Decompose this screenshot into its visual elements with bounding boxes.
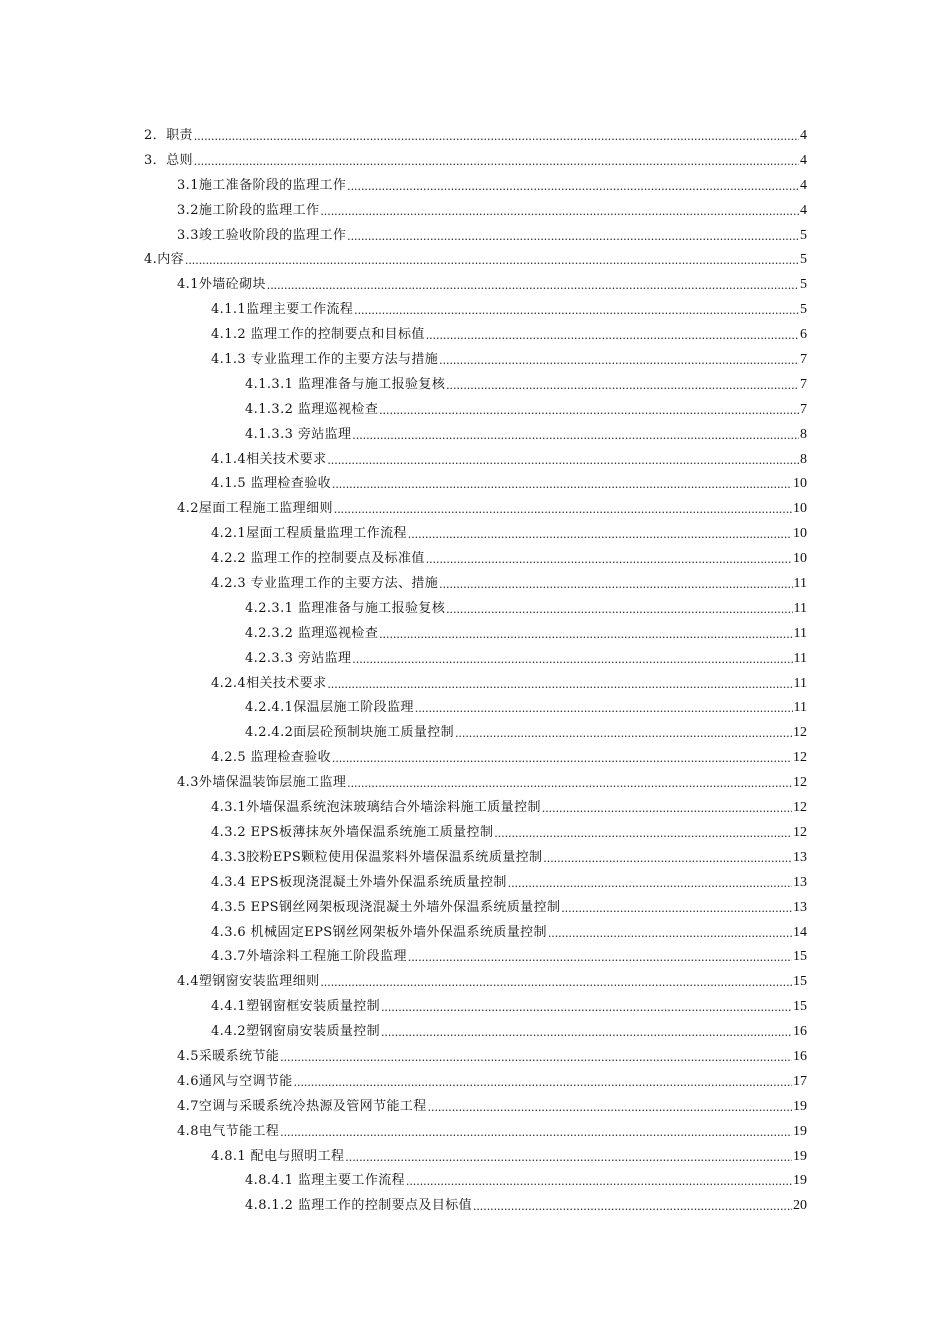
toc-entry[interactable] [144, 647, 807, 672]
toc-entry[interactable] [144, 672, 807, 697]
toc-entry[interactable] [144, 174, 807, 199]
dot-leader [345, 1145, 792, 1170]
toc-entry-page-number: 13 [793, 899, 807, 915]
toc-entry[interactable] [144, 896, 807, 921]
dot-leader [379, 398, 799, 423]
toc-entry[interactable] [144, 522, 807, 547]
toc-entry-title: 4.8.4.1 监理主要工作流程 [245, 1173, 406, 1189]
toc-entry-page-number: 4 [800, 152, 807, 168]
toc-entry-title: 4.1.5 监理检查验收 [211, 476, 332, 492]
toc-entry[interactable] [144, 970, 807, 995]
toc-entry-title: 4.1.3 专业监理工作的主要方法与措施 [211, 352, 439, 368]
toc-entry-title: 4.2.3.3 旁站监理 [245, 650, 352, 666]
toc-entry[interactable] [144, 921, 807, 946]
toc-entry-page-number: 8 [800, 426, 807, 442]
dot-leader [446, 373, 799, 398]
toc-entry[interactable] [144, 1095, 807, 1120]
toc-entry[interactable] [144, 298, 807, 323]
dot-leader [406, 1169, 792, 1194]
toc-entry-title: 4.5采暖系统节能 [177, 1048, 280, 1064]
dot-leader [408, 522, 792, 547]
dot-leader [381, 995, 792, 1020]
toc-entry-page-number: 12 [793, 775, 807, 791]
toc-entry-page-number: 16 [793, 1024, 807, 1040]
toc-entry-page-number: 15 [793, 949, 807, 965]
toc-entry[interactable] [144, 1169, 807, 1194]
dot-leader [347, 771, 792, 796]
toc-entry-title: 4.8.1.2 监理工作的控制要点及目标值 [245, 1198, 473, 1214]
dot-leader [185, 248, 799, 273]
toc-entry[interactable] [144, 472, 807, 497]
toc-entry[interactable] [144, 572, 807, 597]
toc-entry-page-number: 4 [800, 177, 807, 193]
toc-entry-title: 4.1.3.3 旁站监理 [245, 426, 352, 442]
dot-leader [426, 323, 799, 348]
toc-entry-title: 3.3竣工验收阶段的监理工作 [177, 227, 347, 243]
toc-entry-page-number: 7 [800, 376, 807, 392]
toc-entry-title: 3．总则 [144, 152, 193, 168]
toc-entry[interactable] [144, 373, 807, 398]
toc-entry-page-number: 11 [793, 625, 807, 641]
dot-leader [542, 796, 792, 821]
toc-entry-page-number: 12 [793, 800, 807, 816]
toc-entry-title: 4.4.1塑钢窗框安装质量控制 [211, 999, 381, 1015]
dot-leader [327, 672, 792, 697]
toc-entry-title: 3.2施工阶段的监理工作 [177, 202, 320, 218]
toc-entry[interactable] [144, 796, 807, 821]
toc-entry-page-number: 14 [793, 924, 807, 940]
toc-entry[interactable] [144, 248, 807, 273]
dot-leader [327, 448, 799, 473]
toc-entry-page-number: 10 [793, 501, 807, 517]
dot-leader [267, 273, 799, 298]
dot-leader [548, 921, 792, 946]
toc-entry-page-number: 5 [800, 252, 807, 268]
dot-leader [439, 348, 799, 373]
toc-entry[interactable] [144, 1194, 807, 1219]
toc-entry[interactable] [144, 423, 807, 448]
toc-entry-page-number: 4 [800, 128, 807, 143]
toc-entry-title: 3.1施工准备阶段的监理工作 [177, 177, 347, 193]
toc-entry-title: 4.2.4.2面层砼预制块施工质量控制 [245, 725, 455, 741]
toc-entry-title: 4.2.1屋面工程质量监理工作流程 [211, 526, 407, 542]
dot-leader [347, 174, 799, 199]
toc-entry-title: 4.3.6 机械固定EPS钢丝网架板外墙外保温系统质量控制 [211, 924, 547, 940]
toc-entry[interactable] [144, 696, 807, 721]
toc-entry-title: 4.4塑钢窗安装监理细则 [177, 974, 320, 990]
toc-entry-page-number: 15 [793, 974, 807, 990]
toc-entry-page-number: 19 [793, 1123, 807, 1139]
dot-leader [352, 647, 792, 672]
dot-leader [320, 970, 792, 995]
toc-entry-title: 4.6通风与空调节能 [177, 1073, 293, 1089]
dot-leader [408, 945, 792, 970]
toc-entry-title: 4.2.4相关技术要求 [211, 675, 327, 691]
toc-entry[interactable] [144, 1045, 807, 1070]
toc-entry-page-number: 16 [793, 1048, 807, 1064]
toc-entry-title: 4.2.3 专业监理工作的主要方法、措施 [211, 576, 439, 592]
toc-entry[interactable] [144, 721, 807, 746]
toc-entry-page-number: 4 [800, 202, 807, 218]
toc-entry-page-number: 10 [793, 476, 807, 492]
toc-entry[interactable] [144, 846, 807, 871]
toc-entry[interactable] [144, 622, 807, 647]
dot-leader [426, 547, 792, 572]
toc-entry-title: 4.4.2塑钢窗扇安装质量控制 [211, 1024, 381, 1040]
toc-entry-title: 4.3外墙保温装饰层施工监理 [177, 775, 347, 791]
toc-entry-page-number: 19 [793, 1148, 807, 1164]
toc-entry-title: 4.8.1 配电与照明工程 [211, 1148, 345, 1164]
toc-entry-page-number: 13 [793, 849, 807, 865]
toc-entry[interactable] [144, 323, 807, 348]
toc-entry-title: 4.1.4相关技术要求 [211, 451, 327, 467]
toc-entry[interactable] [144, 124, 807, 149]
toc-entry-title: 4.3.5 EPS钢丝网架板现浇混凝土外墙外保温系统质量控制 [211, 899, 561, 915]
toc-entry[interactable] [144, 199, 807, 224]
dot-leader [494, 821, 792, 846]
toc-entry-page-number: 12 [793, 750, 807, 766]
dot-leader [280, 1045, 792, 1070]
toc-entry-title: 4.2.3.1 监理准备与施工报验复核 [245, 600, 446, 616]
dot-leader [194, 149, 799, 174]
toc-entry[interactable] [144, 149, 807, 174]
toc-entry-page-number: 17 [793, 1073, 807, 1089]
toc-entry[interactable] [144, 1020, 807, 1045]
toc-entry[interactable] [144, 273, 807, 298]
dot-leader [354, 298, 799, 323]
toc-entry-page-number: 5 [800, 302, 807, 318]
dot-leader [381, 1020, 792, 1045]
dot-leader [473, 1194, 792, 1219]
toc-entry[interactable] [144, 1070, 807, 1095]
dot-leader [379, 622, 792, 647]
toc-entry[interactable] [144, 995, 807, 1020]
toc-entry-title: 4.3.3胶粉EPS颗粒使用保温浆料外墙保温系统质量控制 [211, 849, 543, 865]
toc-entry-title: 4.3.7外墙涂料工程施工阶段监理 [211, 949, 407, 965]
toc-entry[interactable] [144, 448, 807, 473]
toc-entry-title: 4.1.3.2 监理巡视检查 [245, 401, 379, 417]
toc-entry-page-number: 15 [793, 999, 807, 1015]
toc-entry-page-number: 6 [800, 327, 807, 343]
toc-entry-title: 4.2.2 监理工作的控制要点及标准值 [211, 551, 425, 567]
toc-entry-page-number: 7 [800, 401, 807, 417]
toc-entry[interactable] [144, 871, 807, 896]
toc-entry[interactable] [144, 398, 807, 423]
toc-entry-page-number: 10 [793, 551, 807, 567]
toc-entry-page-number: 11 [793, 675, 807, 691]
toc-entry[interactable] [144, 224, 807, 249]
toc-entry-title: 4.2.5 监理检查验收 [211, 750, 332, 766]
toc-entry-page-number: 11 [793, 600, 807, 616]
dot-leader [455, 721, 792, 746]
dot-leader [561, 896, 792, 921]
toc-entry[interactable] [144, 348, 807, 373]
toc-entry-page-number: 7 [800, 352, 807, 368]
toc-entry-page-number: 8 [800, 451, 807, 467]
dot-leader [352, 423, 799, 448]
toc-entry-title: 4.3.4 EPS板现浇混凝土外墙外保温系统质量控制 [211, 874, 507, 890]
toc-entry[interactable] [144, 771, 807, 796]
toc-entry-title: 4.7空调与采暖系统冷热源及管网节能工程 [177, 1098, 427, 1114]
toc-entry-title: 4.3.2 EPS板薄抹灰外墙保温系统施工质量控制 [211, 824, 494, 840]
table-of-contents [144, 124, 807, 1219]
toc-entry-page-number: 19 [793, 1173, 807, 1189]
toc-entry[interactable] [144, 597, 807, 622]
toc-entry-page-number: 5 [800, 277, 807, 293]
dot-leader [294, 1070, 792, 1095]
toc-entry-title: 4.3.1外墙保温系统泡沫玻璃结合外墙涂料施工质量控制 [211, 800, 541, 816]
toc-entry[interactable] [144, 1120, 807, 1145]
toc-entry[interactable] [144, 547, 807, 572]
toc-entry[interactable] [144, 497, 807, 522]
toc-entry-page-number: 12 [793, 725, 807, 741]
dot-leader [280, 1120, 792, 1145]
dot-leader [347, 224, 799, 249]
toc-entry-title: 4.1外墙砼砌块 [177, 277, 266, 293]
dot-leader [334, 497, 792, 522]
toc-entry-title: 4.2.3.2 监理巡视检查 [245, 625, 379, 641]
toc-entry-page-number: 5 [800, 227, 807, 243]
dot-leader [194, 124, 799, 149]
toc-entry[interactable] [144, 746, 807, 771]
dot-leader [332, 746, 792, 771]
toc-entry-page-number: 11 [793, 700, 807, 716]
dot-leader [446, 597, 792, 622]
dot-leader [320, 199, 799, 224]
toc-entry[interactable] [144, 945, 807, 970]
toc-entry-title: 4.2.4.1保温层施工阶段监理 [245, 700, 414, 716]
toc-entry-title: 4.1.1监理主要工作流程 [211, 302, 354, 318]
toc-entry-page-number: 19 [793, 1098, 807, 1114]
toc-entry-title: 4.2屋面工程施工监理细则 [177, 501, 333, 517]
dot-leader [428, 1095, 792, 1120]
toc-entry-page-number: 11 [793, 650, 807, 666]
toc-entry[interactable] [144, 821, 807, 846]
dot-leader [508, 871, 792, 896]
toc-entry-page-number: 12 [793, 824, 807, 840]
toc-entry-page-number: 10 [793, 526, 807, 542]
dot-leader [439, 572, 792, 597]
toc-entry-page-number: 13 [793, 874, 807, 890]
toc-entry-title: 2．职责 [144, 128, 193, 143]
toc-entry-title: 4.1.3.1 监理准备与施工报验复核 [245, 376, 446, 392]
dot-leader [543, 846, 792, 871]
toc-entry-page-number: 20 [793, 1198, 807, 1214]
toc-entry-title: 4.内容 [144, 252, 185, 268]
dot-leader [332, 472, 792, 497]
toc-entry-title: 4.1.2 监理工作的控制要点和目标值 [211, 327, 425, 343]
toc-entry-title: 4.8电气节能工程 [177, 1123, 280, 1139]
toc-entry[interactable] [144, 1145, 807, 1170]
dot-leader [415, 696, 793, 721]
toc-entry-page-number: 11 [793, 576, 807, 592]
